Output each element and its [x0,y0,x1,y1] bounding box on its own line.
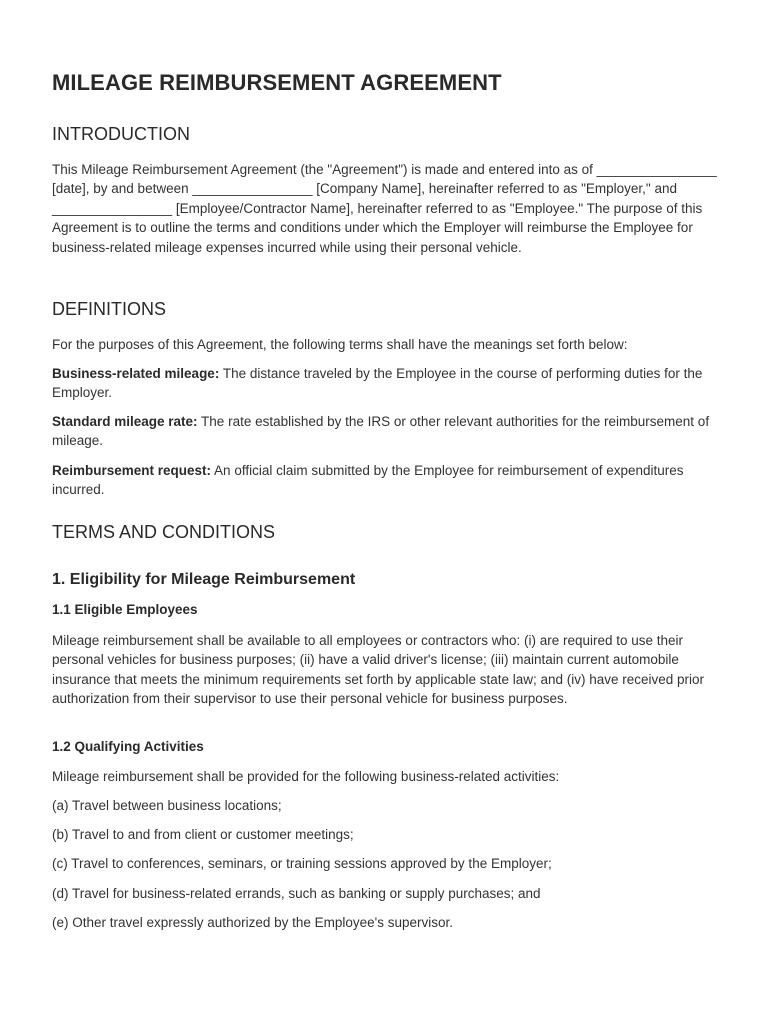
definition-business-related-mileage [52,364,720,403]
definition-text: The rate established by the IRS or other relevant authorities for the reimbursement of mileage. [52,414,710,449]
section-1-2-heading: 1.2 Qualifying Activities [52,739,204,754]
list-item: (b) Travel to and from client or customer meetings; [52,827,354,842]
definition-term: Business-related mileage: [52,366,220,381]
list-item: (e) Other travel expressly authorized by the Employee's supervisor. [52,915,454,930]
definition-text: The distance traveled by the Employee in the course of performing duties for the Employer. [52,366,703,401]
document-title: MILEAGE REIMBURSEMENT AGREEMENT [52,70,502,95]
list-item: (a) Travel between business locations; [52,798,282,813]
definition-text: An official claim submitted by the Employee for reimbursement of expenditures incurred. [52,463,684,498]
definition-reimbursement-request [52,461,720,500]
definition-term: Standard mileage rate: [52,414,198,429]
list-item: (c) Travel to conferences, seminars, or training sessions approved by the Employer; [52,856,552,871]
section-1-1-heading: 1.1 Eligible Employees [52,602,198,617]
terms-heading: TERMS AND CONDITIONS [52,522,276,542]
definitions-intro: For the purposes of this Agreement, the following terms shall have the meanings set forth below: [52,337,628,352]
introduction-paragraph: This Mileage Reimbursement Agreement (the "Agreement") is made and entered into as of ________________ [date], by and between ________________ [Company Name], hereinafter referred to as "Employer," and ________________ [Employee/Contractor Name], hereinafter referred to as "Employee." The purpose of this Agreement is to outline the terms and conditions under which the Employer will reimburse the Employee for business-related mileage expenses incurred while using their personal vehicle. [52,162,717,255]
section-1-heading: 1. Eligibility for Mileage Reimbursement [52,571,356,588]
section-1-2-intro: Mileage reimbursement shall be provided for the following business-related activities: [52,769,560,784]
introduction-heading: INTRODUCTION [52,124,190,144]
list-item: (d) Travel for business-related errands, such as banking or supply purchases; and [52,886,541,901]
definitions-heading: DEFINITIONS [52,299,167,319]
section-1-1-paragraph: Mileage reimbursement shall be available to all employees or contractors who: (i) are required to use their personal vehicles for business purposes; (ii) have a valid driver's license; (iii) maintain current automobile insurance that meets the minimum requirements set forth by applicable state law; and (iv) have received prior authorization from their supervisor to use their personal vehicle for business purposes. [52,633,705,707]
definition-term: Reimbursement request: [52,463,212,478]
definition-standard-mileage-rate [52,412,720,451]
